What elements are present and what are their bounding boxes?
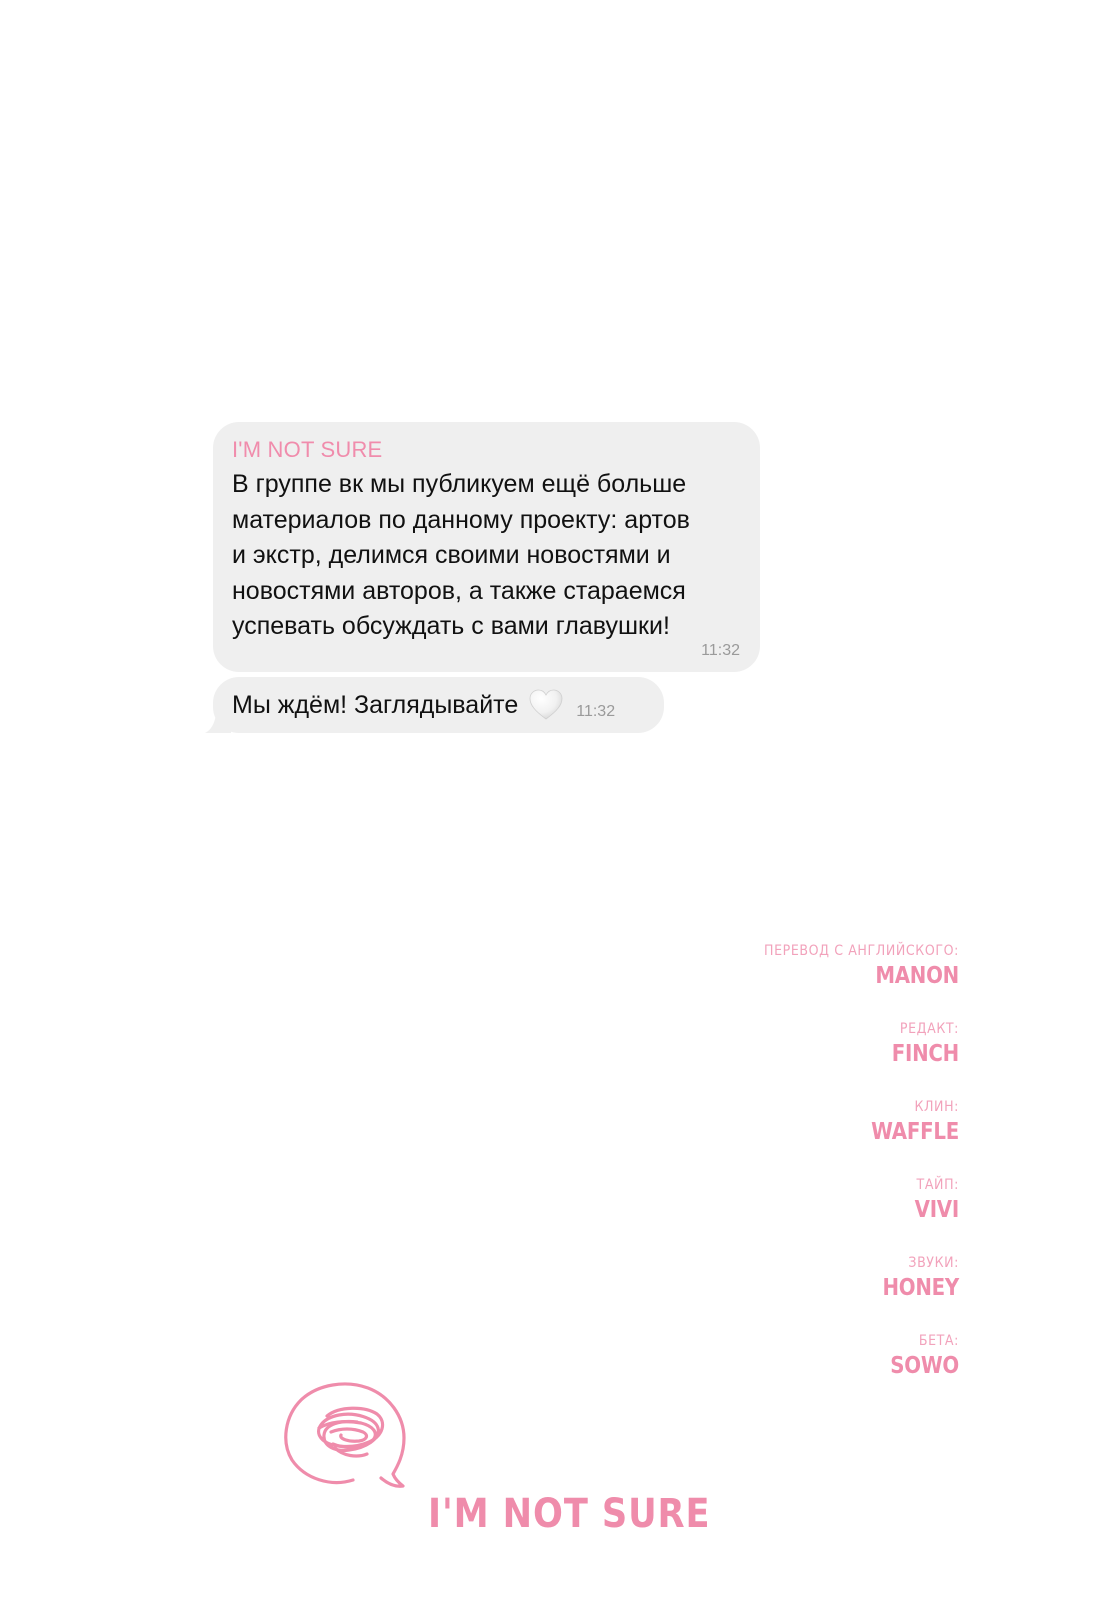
credit-name: WAFFLE	[871, 1119, 959, 1145]
credit-role: РЕДАКТ:	[899, 1021, 959, 1037]
credit-name: MANON	[875, 963, 959, 989]
credit-translation	[764, 942, 959, 1020]
credit-name: HONEY	[882, 1275, 959, 1301]
message-bubble[interactable]	[213, 422, 760, 672]
message-sender: I'M NOT SURE	[232, 437, 383, 462]
credit-typesetting	[764, 1176, 959, 1254]
message-time: 11:32	[576, 703, 616, 720]
credit-name: VIVI	[914, 1197, 959, 1223]
speech-bubble-scribble-icon	[283, 1378, 413, 1498]
message-bubble-second[interactable]	[213, 677, 664, 733]
credit-editing	[764, 1020, 959, 1098]
message-text: Мы ждём! Заглядывайте	[232, 690, 519, 719]
credits-list	[764, 942, 959, 1410]
credit-role: ТАЙП:	[916, 1177, 959, 1193]
credit-sounds	[764, 1254, 959, 1332]
credit-role: ЗВУКИ:	[908, 1255, 959, 1271]
credit-cleaning	[764, 1098, 959, 1176]
credit-role: КЛИН:	[914, 1099, 959, 1115]
credit-name: FINCH	[891, 1041, 959, 1067]
credit-role: БЕТА:	[918, 1333, 959, 1349]
credit-role: ПЕРЕВОД С АНГЛИЙСКОГО:	[764, 943, 959, 959]
white-heart-icon	[529, 689, 563, 721]
credit-beta	[764, 1332, 959, 1410]
credit-name: SOWO	[890, 1353, 959, 1379]
logo-wordmark: I'M NOT SURE	[428, 1491, 711, 1537]
message-time: 11:32	[701, 642, 740, 659]
message-text: В группе вк мы публикуем ещё больше материалов по данному проекту: артов и экстр, делимся своими новостями и новостями авторов, а также стараемся успевать обсуждать с вами главушки!	[232, 470, 690, 640]
